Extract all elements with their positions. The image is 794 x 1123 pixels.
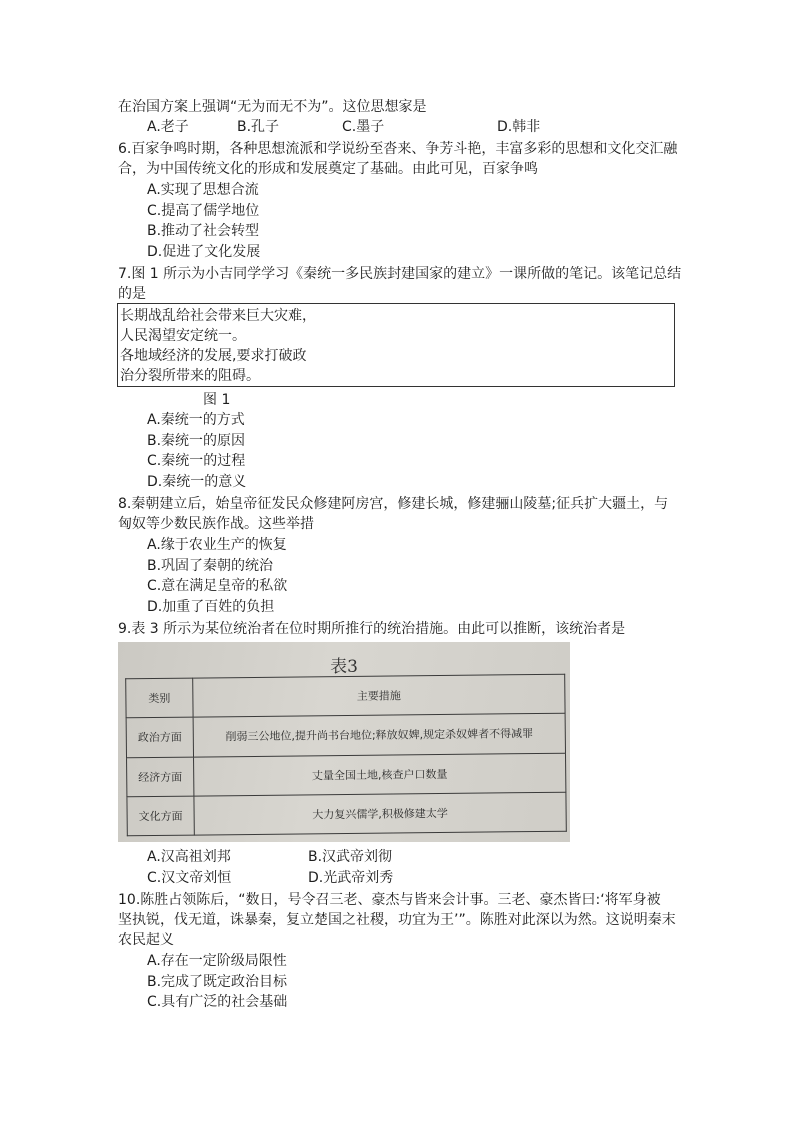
q10-stem-line2: 坚执锐，伐无道，诛暴秦，复立楚国之社稷，功宜为王’”。陈胜对此深以为然。这说明秦末 xyxy=(118,912,676,928)
table3-photo xyxy=(118,642,570,842)
q10-option-c: C.具有广泛的社会基础 xyxy=(147,994,288,1010)
q5-option-b: B.孔子 xyxy=(237,119,280,135)
table3 xyxy=(125,674,567,837)
q9-option-d: D.光武帝刘秀 xyxy=(308,870,394,886)
table3-title: 表3 xyxy=(330,657,358,677)
table-cell-category: 政治方面 xyxy=(126,717,193,757)
note-line-1: 长期战乱给社会带来巨大灾难， xyxy=(120,308,316,324)
q8-stem-line1: 8.秦朝建立后，始皇帝征发民众修建阿房宫，修建长城，修建骊山陵墓;征兵扩大疆土，与 xyxy=(118,496,669,512)
q10-option-a: A.存在一定阶级局限性 xyxy=(147,953,287,969)
q7-option-d: D.秦统一的意义 xyxy=(147,474,247,490)
q7-note-box xyxy=(117,303,675,387)
q9-option-a: A.汉高祖刘邦 xyxy=(147,849,231,865)
q8-stem-line2: 匈奴等少数民族作战。这些举措 xyxy=(118,516,314,532)
q5-stem: 在治国方案上强调“无为而无不为”。这位思想家是 xyxy=(118,99,427,115)
q6-option-2: C.提高了儒学地位 xyxy=(147,203,260,219)
q6-option-3: B.推动了社会转型 xyxy=(147,223,260,239)
table-cell-measures: 大力复兴儒学,积极修建太学 xyxy=(194,792,566,835)
q10-stem-line3: 农民起义 xyxy=(118,932,174,948)
q7-option-a: A.秦统一的方式 xyxy=(147,412,245,428)
q7-option-b: B.秦统一的原因 xyxy=(147,433,246,449)
q8-option-c: C.意在满足皇帝的私欲 xyxy=(147,578,288,594)
table-row xyxy=(127,753,566,797)
table-cell-category: 经济方面 xyxy=(127,757,194,797)
note-line-2: 人民渴望安定统一。 xyxy=(120,328,246,344)
q6-stem-line2: 合，为中国传统文化的形成和发展奠定了基础。由此可见，百家争鸣 xyxy=(118,161,538,177)
q5-option-d: D.韩非 xyxy=(497,119,541,135)
table-row xyxy=(127,792,566,836)
q7-stem-line2: 的是 xyxy=(118,286,146,302)
q7-stem-line1: 7.图 1 所示为小吉同学学习《秦统一多民族封建国家的建立》一课所做的笔记。该笔记总结 xyxy=(118,266,682,282)
q10-stem-line1: 10.陈胜占领陈后，“数日，号令召三老、豪杰与皆来会计事。三老、豪杰皆曰:‘将军身被 xyxy=(118,892,661,908)
note-line-3: 各地域经济的发展,要求打破政 xyxy=(120,348,307,364)
table-cell-category: 文化方面 xyxy=(127,796,194,836)
q6-stem-line1: 6.百家争鸣时期，各种思想流派和学说纷至沓来、争芳斗艳，丰富多彩的思想和文化交汇融 xyxy=(118,141,678,157)
q9-option-c: C.汉文帝刘恒 xyxy=(147,870,232,886)
table-cell-measures: 削弱三公地位,提升尚书台地位;释放奴婢,规定杀奴婢者不得减罪 xyxy=(193,713,565,756)
q9-option-b: B.汉武帝刘彻 xyxy=(308,849,393,865)
q5-option-c: C.墨子 xyxy=(342,119,385,135)
q5-option-a: A.老子 xyxy=(147,119,189,135)
q7-option-c: C.秦统一的过程 xyxy=(147,453,246,469)
q10-option-b: B.完成了既定政治目标 xyxy=(147,974,288,990)
q8-option-d: D.加重了百姓的负担 xyxy=(147,599,275,615)
q7-figure-caption: 图 1 xyxy=(203,392,231,408)
q9-stem: 9.表 3 所示为某位统治者在位时期所推行的统治措施。由此可以推断，该统治者是 xyxy=(118,621,626,637)
q6-option-1: A.实现了思想合流 xyxy=(147,182,259,198)
table-row xyxy=(126,713,565,757)
q6-option-4: D.促进了文化发展 xyxy=(147,244,261,260)
q8-option-a: A.缘于农业生产的恢复 xyxy=(147,537,287,553)
note-line-4: 治分裂所带来的阻碍。 xyxy=(120,368,260,384)
table-header-row xyxy=(126,674,565,718)
table-cell-measures: 丈量全国土地,核查户口数量 xyxy=(194,753,566,796)
table-header-measures: 主要措施 xyxy=(193,674,565,717)
q8-option-b: B.巩固了秦朝的统治 xyxy=(147,558,274,574)
table-header-category: 类别 xyxy=(126,678,193,718)
